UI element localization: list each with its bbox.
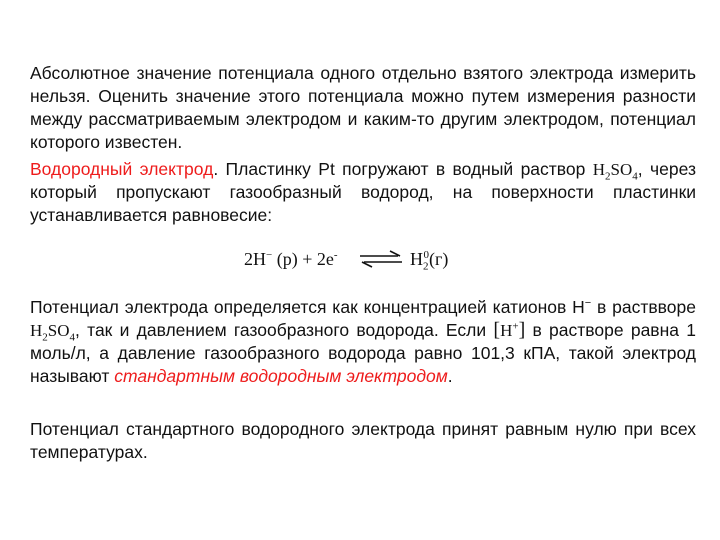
- equilibrium-reaction: [244, 244, 494, 274]
- paragraph-hydrogen-electrode: [30, 158, 696, 227]
- paragraph-text: , через который пропускают газообразный водород, на поверхности пластинки устанавливается равновесие:: [30, 159, 696, 225]
- reaction-superscript: 0: [423, 249, 429, 261]
- reaction-part: (г): [429, 249, 449, 269]
- paragraph-text: в растворе равна 1 моль/л, а давление газообразного водорода равно 101,3 кПА, такой электрод называют: [30, 320, 696, 386]
- paragraph-text: . Пластинку Pt погружают в водный раствор: [213, 159, 593, 179]
- reaction-superscript: −: [266, 249, 273, 261]
- reaction-part: H: [410, 249, 423, 269]
- formula-part: H: [30, 321, 43, 340]
- reaction-superscript: -: [333, 249, 338, 261]
- term-hydrogen-electrode: Водородный электрод: [30, 159, 214, 179]
- reaction-right-side: [410, 246, 448, 272]
- reaction-subscript: 2: [423, 260, 429, 273]
- formula-subscript: 2: [42, 331, 48, 344]
- paragraph-absolute-potential: [30, 62, 696, 154]
- concentration-expression: [493, 321, 525, 340]
- paragraph-text: Потенциал стандартного водородного электрода принят равным нулю при всех температурах.: [30, 419, 696, 462]
- cation-superscript: −: [584, 297, 592, 310]
- paragraph-text: .: [447, 366, 453, 386]
- formula-subscript: 4: [632, 170, 638, 183]
- reaction-part: (р) + 2e: [272, 249, 334, 269]
- formula-part: SO: [610, 160, 633, 179]
- formula-subscript: 4: [69, 331, 76, 344]
- paragraph-text: Потенциал электрода определяется как концентрацией катионов H: [30, 297, 585, 317]
- equilibrium-arrows-icon: [358, 250, 404, 268]
- reaction-left-side: [244, 246, 338, 272]
- formula-part: SO: [47, 321, 70, 340]
- formula-subscript: 2: [605, 170, 611, 183]
- formula-sulfuric-acid: [592, 160, 638, 183]
- term-standard-hydrogen-electrode: стандартным водородным электродом: [114, 366, 448, 386]
- formula-part: H: [592, 160, 606, 179]
- formula-superscript: +: [512, 320, 519, 333]
- paragraph-standard-zero: [30, 418, 696, 464]
- bracket-close: ]: [518, 319, 526, 341]
- paragraph-text: Абсолютное значение потенциала одного отдельно взятого электрода измерить нельзя. Оценить значение этого потенциала можно путем измерения разности между рассматриваемым электродом и каким-то другим электродом, потенциал которого известен.: [30, 63, 696, 152]
- paragraph-text: , так и давлением газообразного водорода. Если: [75, 320, 494, 340]
- reaction-part: 2H: [244, 249, 266, 269]
- bracket-open: [: [493, 319, 501, 341]
- paragraph-text: в раствворе: [591, 297, 696, 317]
- formula-sulfuric-acid: [30, 321, 76, 344]
- paragraph-electrode-potential: [30, 296, 696, 388]
- formula-part: H: [500, 321, 513, 340]
